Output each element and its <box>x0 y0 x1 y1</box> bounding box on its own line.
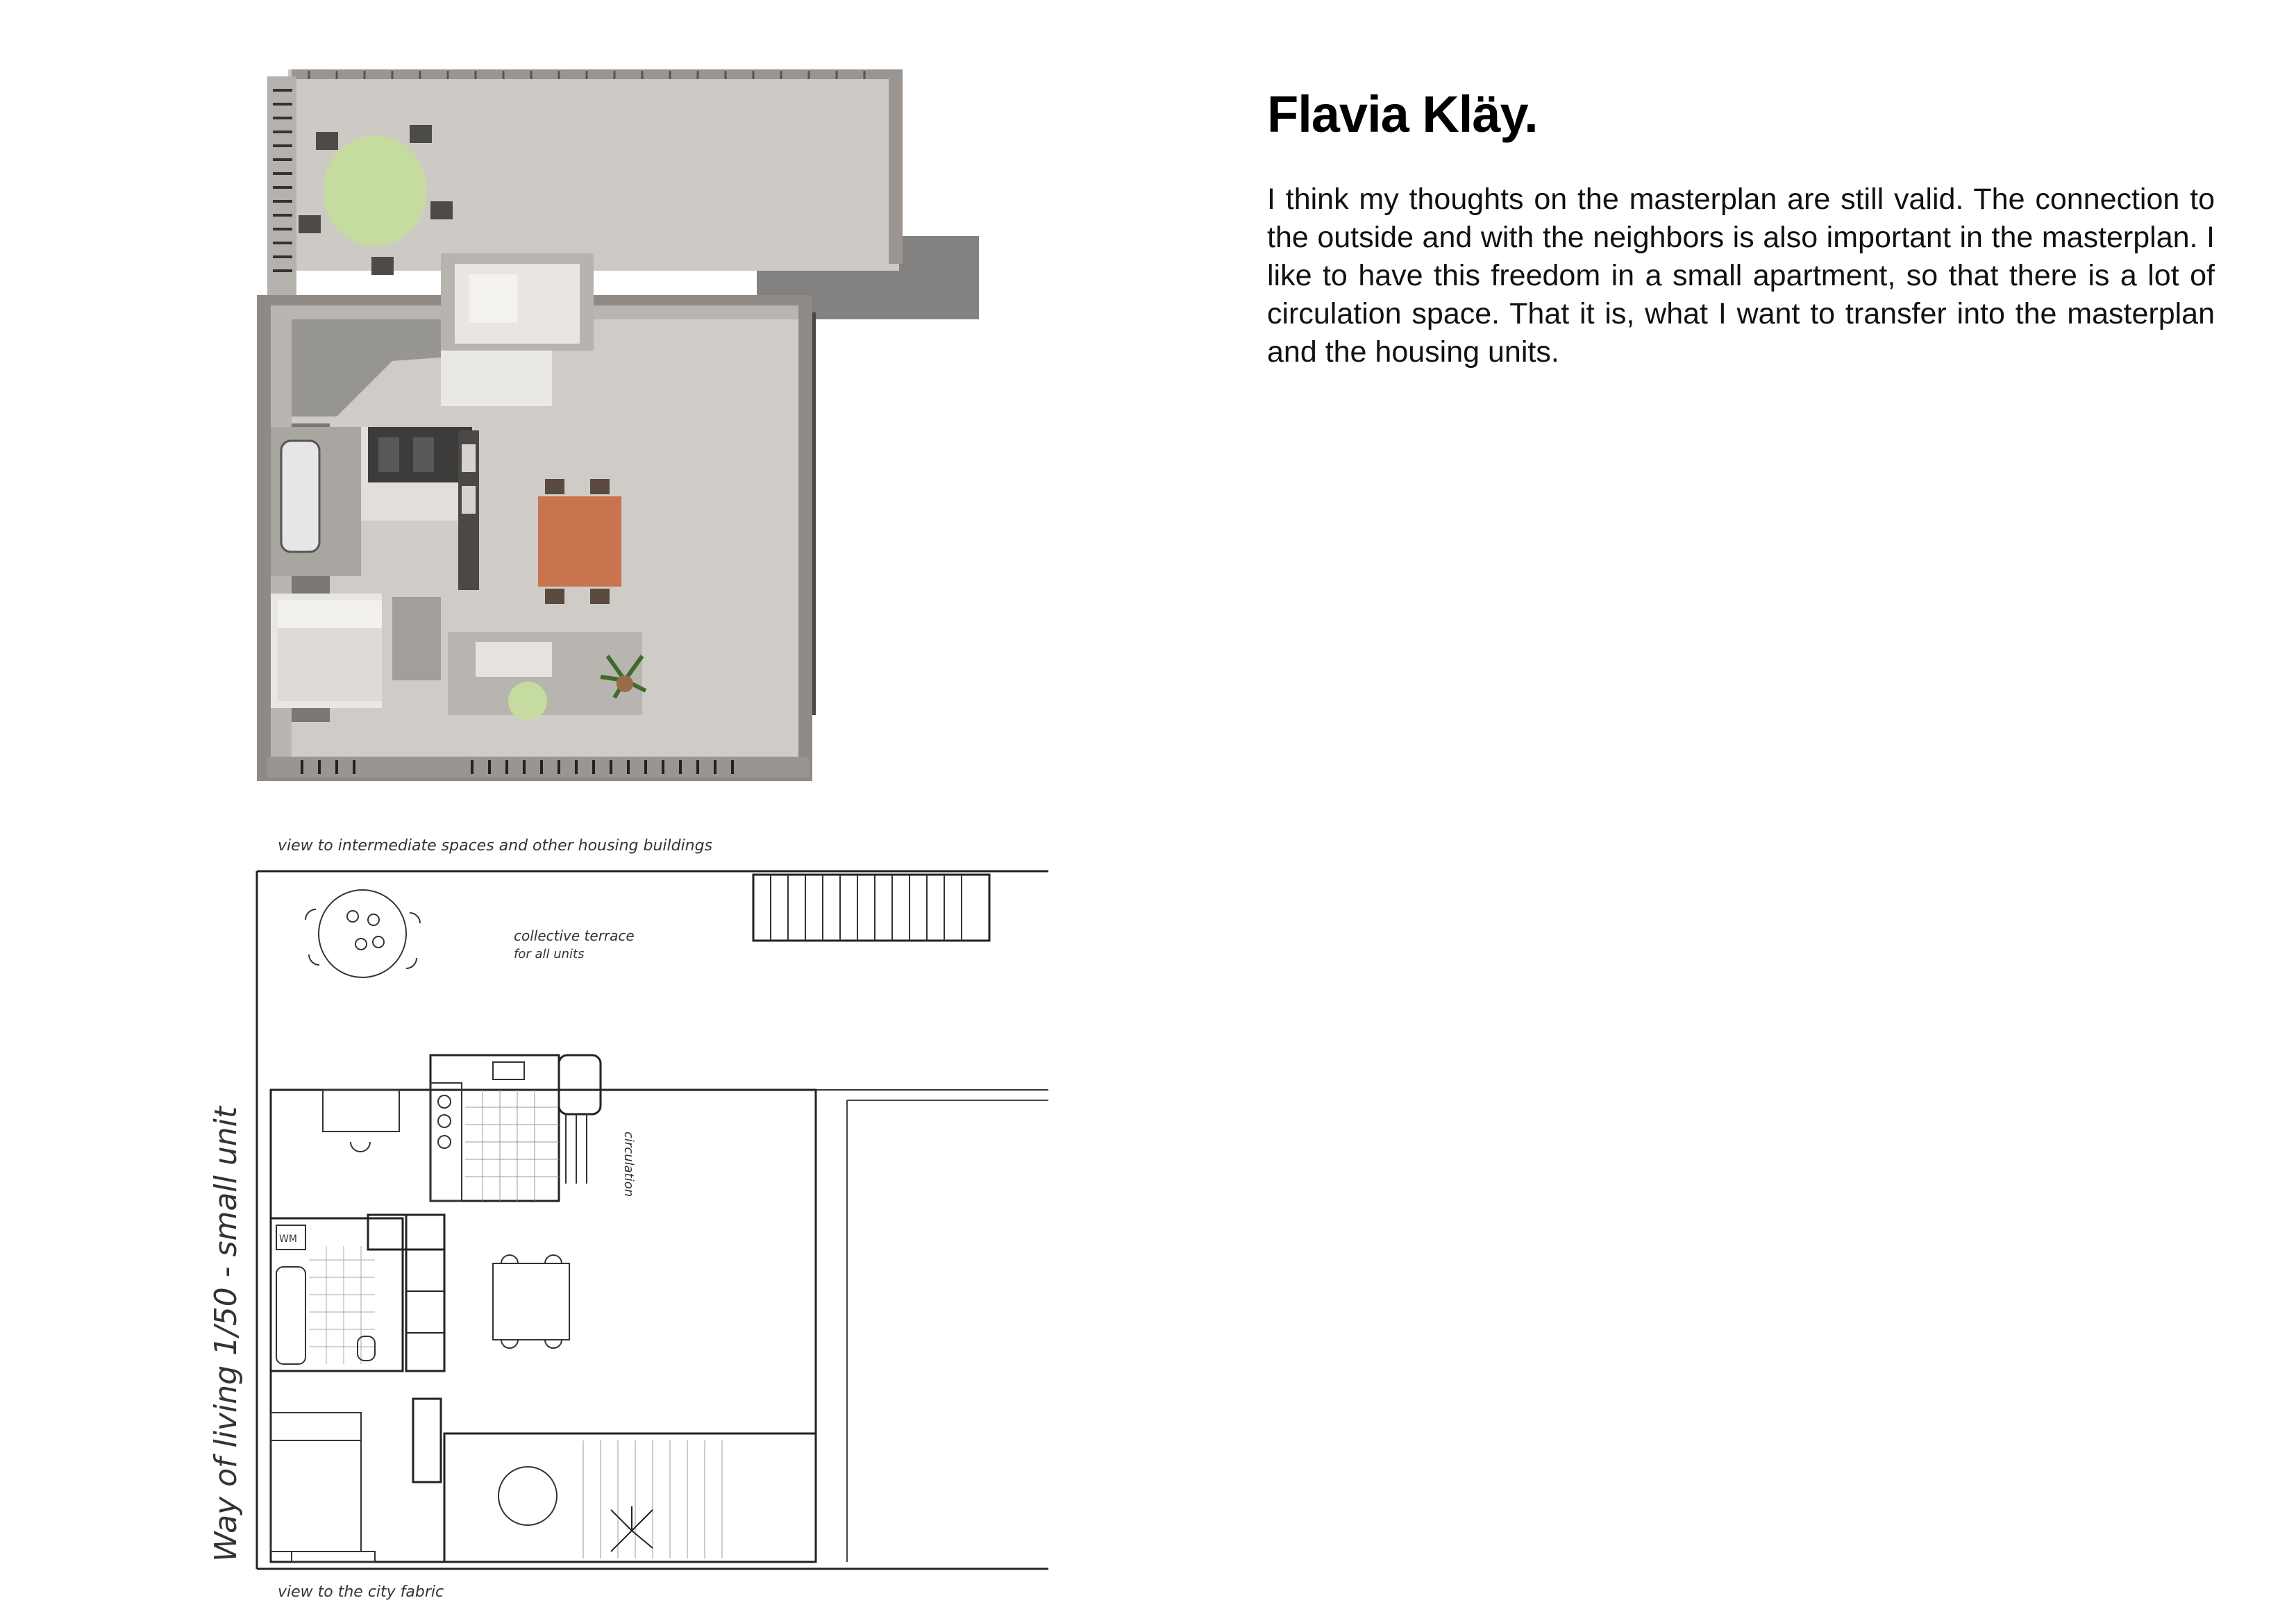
model-photo <box>128 28 979 788</box>
body-paragraph: I think my thoughts on the masterplan are still valid. The connection to the outside and with the neighbors is also important in the masterplan. I like to have this freedom in a small apartment, so that there is a lot of circulation space. That it is, what I want to transfer into the masterplan and the housing units. <box>1267 183 2215 369</box>
wm-label: WM <box>279 1234 297 1245</box>
plan-top-note: view to intermediate spaces and other housing buildings <box>278 837 713 855</box>
plan-side-title: Way of living 1/50 - small unit <box>208 1106 244 1562</box>
circulation-note: circulation <box>621 1132 636 1197</box>
plan-bottom-note: view to the city fabric <box>278 1583 444 1601</box>
plan-drawing <box>167 816 1069 1614</box>
terrace-note: collective terrace <box>514 927 635 944</box>
terrace-note-sub: for all units <box>514 947 585 961</box>
page-title: Flavia Kläy. <box>1267 85 1538 143</box>
